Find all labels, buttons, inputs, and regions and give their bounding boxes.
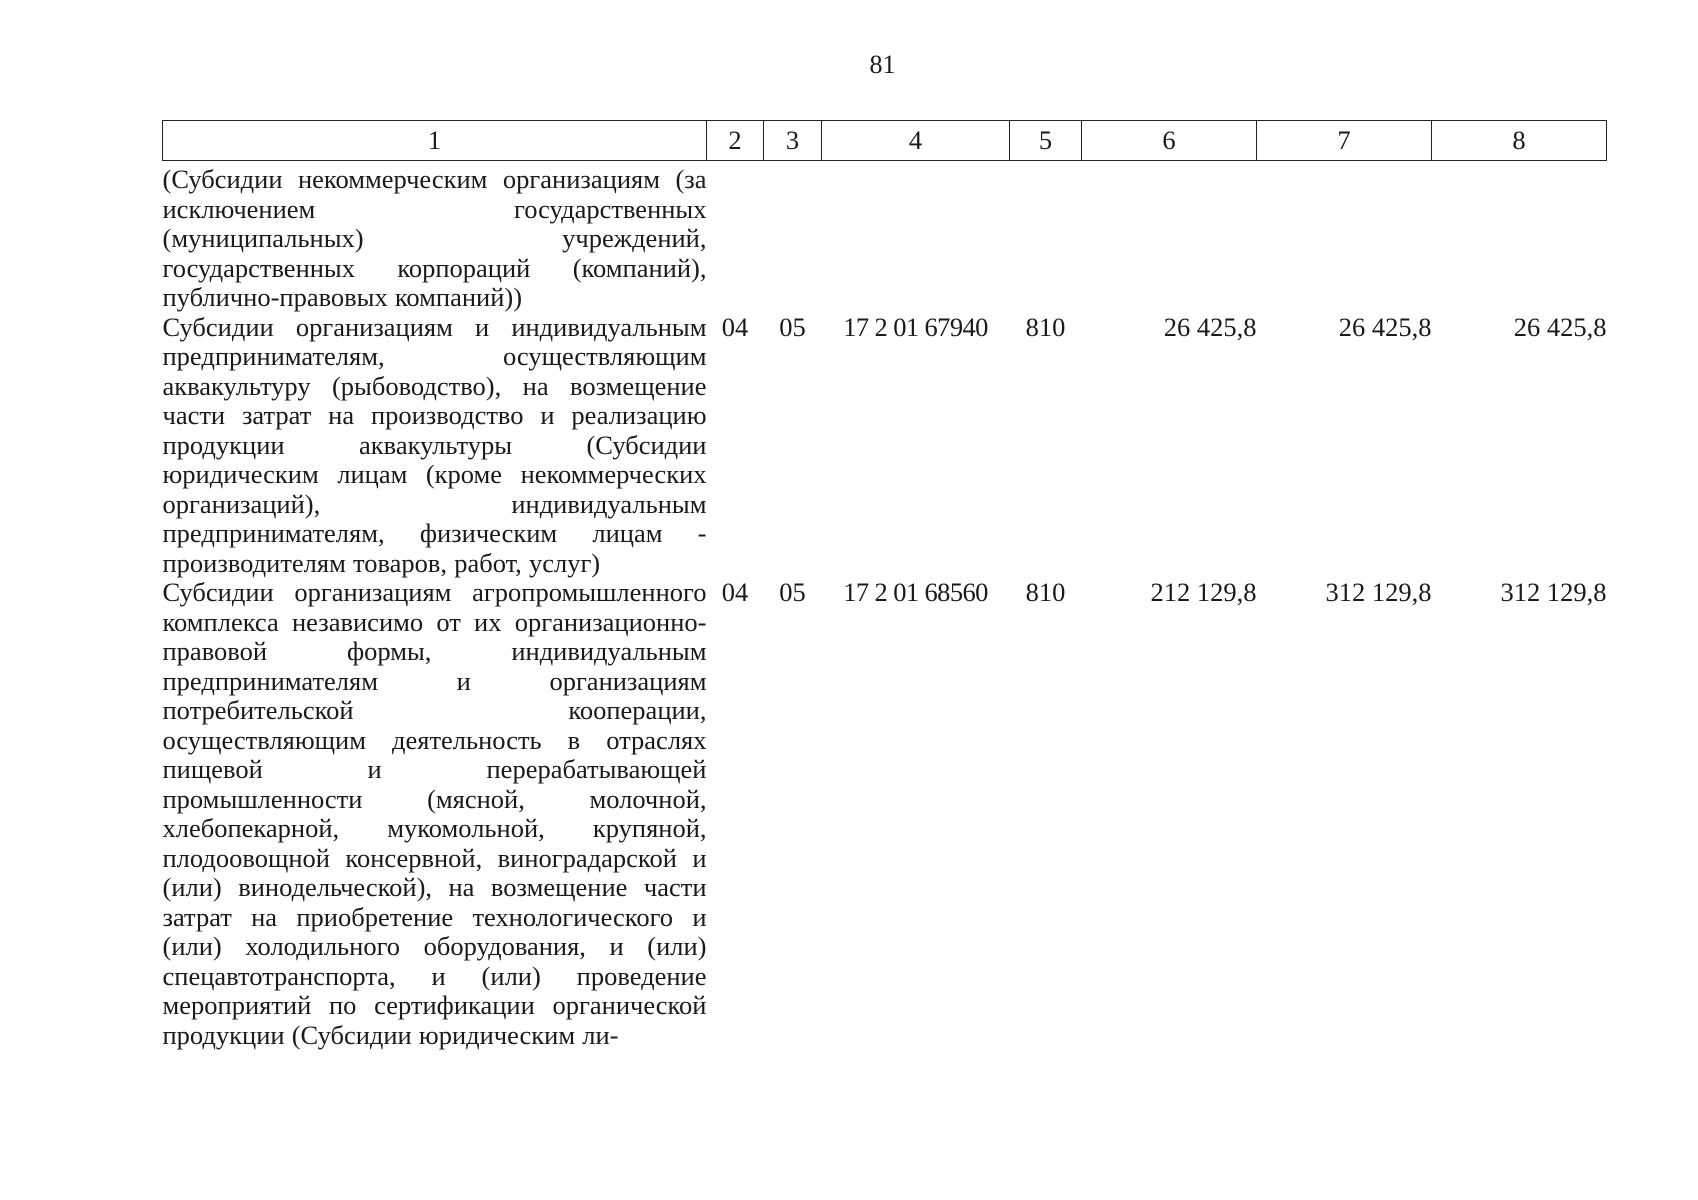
column-header: 4	[822, 121, 1010, 161]
column-header: 8	[1432, 121, 1607, 161]
column-header: 7	[1257, 121, 1432, 161]
section-code: 04	[721, 577, 749, 607]
row-description: (Субсидии некоммерческим организациям (за исключением государственных (муниципальных) учреждений, государственных корпораций (компаний), публично-правовых компаний))	[162, 164, 707, 312]
amount-col-6: 212 129,8	[1150, 577, 1257, 607]
amount-col-6	[1082, 161, 1257, 313]
expense-type-code: 810	[1025, 577, 1066, 607]
row-description: Субсидии организациям и индивидуальным предпринимателям, осуществляющим аквакультуру (рыбоводство), на возмещение части затрат на производство и реализацию продукции аквакультуры (Субсидии юридическим лицам (кроме некоммерческих организаций), индивидуальным предпринимателям, физическим лицам - производителям товаров, работ, услуг)	[162, 311, 707, 578]
target-article-code: 17 2 01 67940	[843, 311, 988, 342]
column-header: 1	[163, 121, 707, 161]
section-code	[707, 161, 764, 313]
column-header: 2	[707, 121, 764, 161]
table-row	[163, 161, 1607, 313]
amount-col-7: 26 425,8	[1338, 311, 1432, 342]
subsection-code: 05	[779, 311, 806, 342]
column-header: 5	[1010, 121, 1082, 161]
row-description: Субсидии организациям агропромышленного комплекса независимо от их организационно-правовой формы, индивидуальным предпринимателям и организациям потребительской кооперации, осуществляющим деятельность в отраслях пищевой и перерабатывающей промышленности (мясной, молочной, хлебопекарной, мукомольной, крупяной, плодоовощной консервной, виноградарской и (или) винодельческой), на возмещение части затрат на приобретение технологического и (или) холодильного оборудования, и (или) спецавтотранспорта, и (или) проведение мероприятий по сертификации органической продукции (Субсидии юридическим ли-	[162, 577, 707, 1050]
expense-type-code: 810	[1025, 311, 1066, 342]
amount-col-8: 26 425,8	[1513, 311, 1607, 342]
subsection-code: 05	[779, 577, 806, 607]
amount-col-7: 312 129,8	[1325, 577, 1432, 607]
amount-col-6: 26 425,8	[1163, 311, 1257, 342]
page-number: 81	[869, 50, 896, 79]
subsection-code	[764, 161, 822, 313]
table-row	[163, 313, 1607, 579]
amount-col-8: 312 129,8	[1500, 577, 1607, 607]
section-code: 04	[721, 311, 749, 342]
column-header: 3	[764, 121, 822, 161]
amount-col-7	[1257, 161, 1432, 313]
table-header-row	[163, 121, 1607, 161]
target-article-code: 17 2 01 68560	[843, 577, 988, 607]
table-row	[163, 578, 1607, 1050]
expense-type-code	[1010, 161, 1082, 313]
target-article-code	[822, 161, 1010, 313]
budget-table	[162, 120, 1607, 1050]
amount-col-8	[1432, 161, 1607, 313]
column-header: 6	[1082, 121, 1257, 161]
